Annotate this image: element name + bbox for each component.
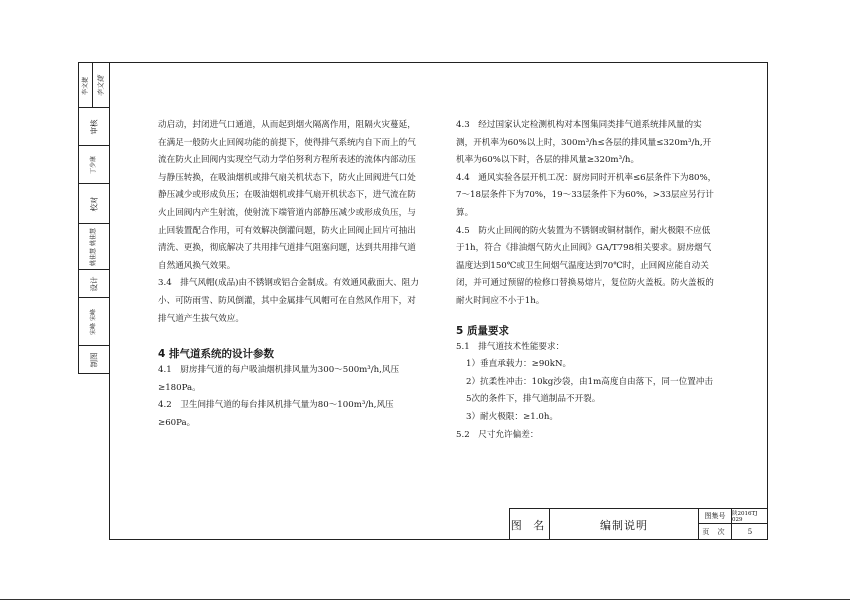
strip-cell-checker-name <box>79 146 109 184</box>
strip-label-reviewer: 李文捷 <box>81 76 89 95</box>
paragraph-continued: 动启动，封闭进气口通道，从而起到烟火隔离作用，阻隔火灾蔓延，在满足一般防火止回阀功能的前提下，使得排气系统内自下而上的气流在防火止回阀内实现空气动力学伯努利方程所表述的流体内部动压与静压转换，在吸油烟机或排气扇关机状态下，防火止回阀进气口处静压减少或形成负压；在吸油烟机或排气扇开机状态下，进气流在防火止回阀内产生射流，使射流下端管道内部静压减少或形成负压，与止回装置配合作用，可有效解决倒灌问题，防火止回阀止回片可抽出清洗、更换，彻底解决了共用排气道排气阻塞问题，达到共用排气道自然通风换气效果。 <box>158 120 416 271</box>
paragraph-4-3: 4.3 经过国家认定检测机构对本图集同类排气道系统排风量的实测，开机率为60%以上时，300m³/h≤各层的排风量≤320m³/h,开机率为60%以下时，各层的排风量≥320m³/h。 <box>456 120 712 166</box>
paragraph-5-2: 5.2 尺寸允许偏差： <box>456 429 539 440</box>
paragraph-4-4: 4.4 通风实验各层开机工况：厨房同时开机率≤6层条件下为80%，7～18层条件下为70%，19～33层条件下为60%，>33层应另行计算。 <box>456 172 717 218</box>
strip-label-drafting: 制图 <box>89 352 99 368</box>
paragraph-4-5: 4.5 防火止回阀的防火装置为不锈钢或铜材制作，耐火极限不应低于1h，符合《排油烟气防火止回阀》GA/T798相关要求。厨房烟气温度达到150℃或卫生间烟气温度达到70℃时，止回阀应能自动关闭，并可通过预留的检修口替换易熔片，复位防火盖板。防火盖板的耐火时间应不小于1h。 <box>456 225 714 306</box>
paragraph-3-4: 3.4 排气风帽(成品)由不锈钢或铝合金制成。有效通风截面大、阻力小、可防雨雪、防风倒灌，其中金属排气风帽可在自然风作用下，对排气道产生拔气效应。 <box>158 278 419 324</box>
title-block <box>509 508 768 540</box>
review-strip <box>78 62 109 374</box>
paragraph-4-1: 4.1 厨房排气道的每户吸油烟机排风量为300～500m³/h,风压≥180Pa。 <box>158 365 400 393</box>
list-item-fire-rating: 3）耐火极限：≥1.0h。 <box>466 411 559 422</box>
section-4-heading: 4 排气道系统的设计参数 <box>158 348 274 361</box>
strip-label-designer-name: 姚佳慧 姚佳慧 <box>90 227 97 266</box>
left-column <box>158 117 420 433</box>
strip-cell-designer-name <box>79 224 109 270</box>
strip-cell-check <box>79 184 109 224</box>
strip-cell-design <box>79 270 109 298</box>
list-item-impact: 2）抗柔性冲击：10kg沙袋，由1m高度自由落下，同一位置冲击5次的条件下，排气道制品不开裂。 <box>466 376 713 405</box>
strip-label-check: 校对 <box>89 196 99 211</box>
page-number-value: 5 <box>747 528 753 536</box>
right-column <box>456 117 718 444</box>
strip-cell-drafter-name <box>79 298 109 346</box>
atlas-number-value: 陕2016TJ 029 <box>732 509 768 524</box>
strip-cell-review <box>79 108 109 146</box>
title-block-label: 图 名 <box>510 509 550 540</box>
page-number-key: 页 次 <box>699 524 732 540</box>
atlas-number-key: 图集号 <box>699 509 732 524</box>
strip-label-checker-name: 丁少康 <box>90 155 97 174</box>
bottom-rule <box>0 599 850 600</box>
reviewer-signature: 李文捷 <box>97 75 105 96</box>
list-item-load: 1）垂直承载力：≥90kN。 <box>466 359 572 370</box>
strip-label-review: 审核 <box>89 119 99 134</box>
strip-label-drafter-name: 宋峰 宋峰 <box>90 308 97 335</box>
paragraph-4-2: 4.2 卫生间排气道的每台排风机排气量为80～100m³/h,风压≥60Pa。 <box>158 400 394 428</box>
section-5-heading: 5 质量要求 <box>456 324 509 337</box>
drawing-title: 编制说明 <box>550 509 699 540</box>
strip-cell-drafting <box>79 346 109 374</box>
paragraph-5-1: 5.1 排气道技术性能要求： <box>456 341 565 352</box>
strip-label-design: 设计 <box>89 276 99 291</box>
strip-cell-reviewer <box>79 63 109 108</box>
